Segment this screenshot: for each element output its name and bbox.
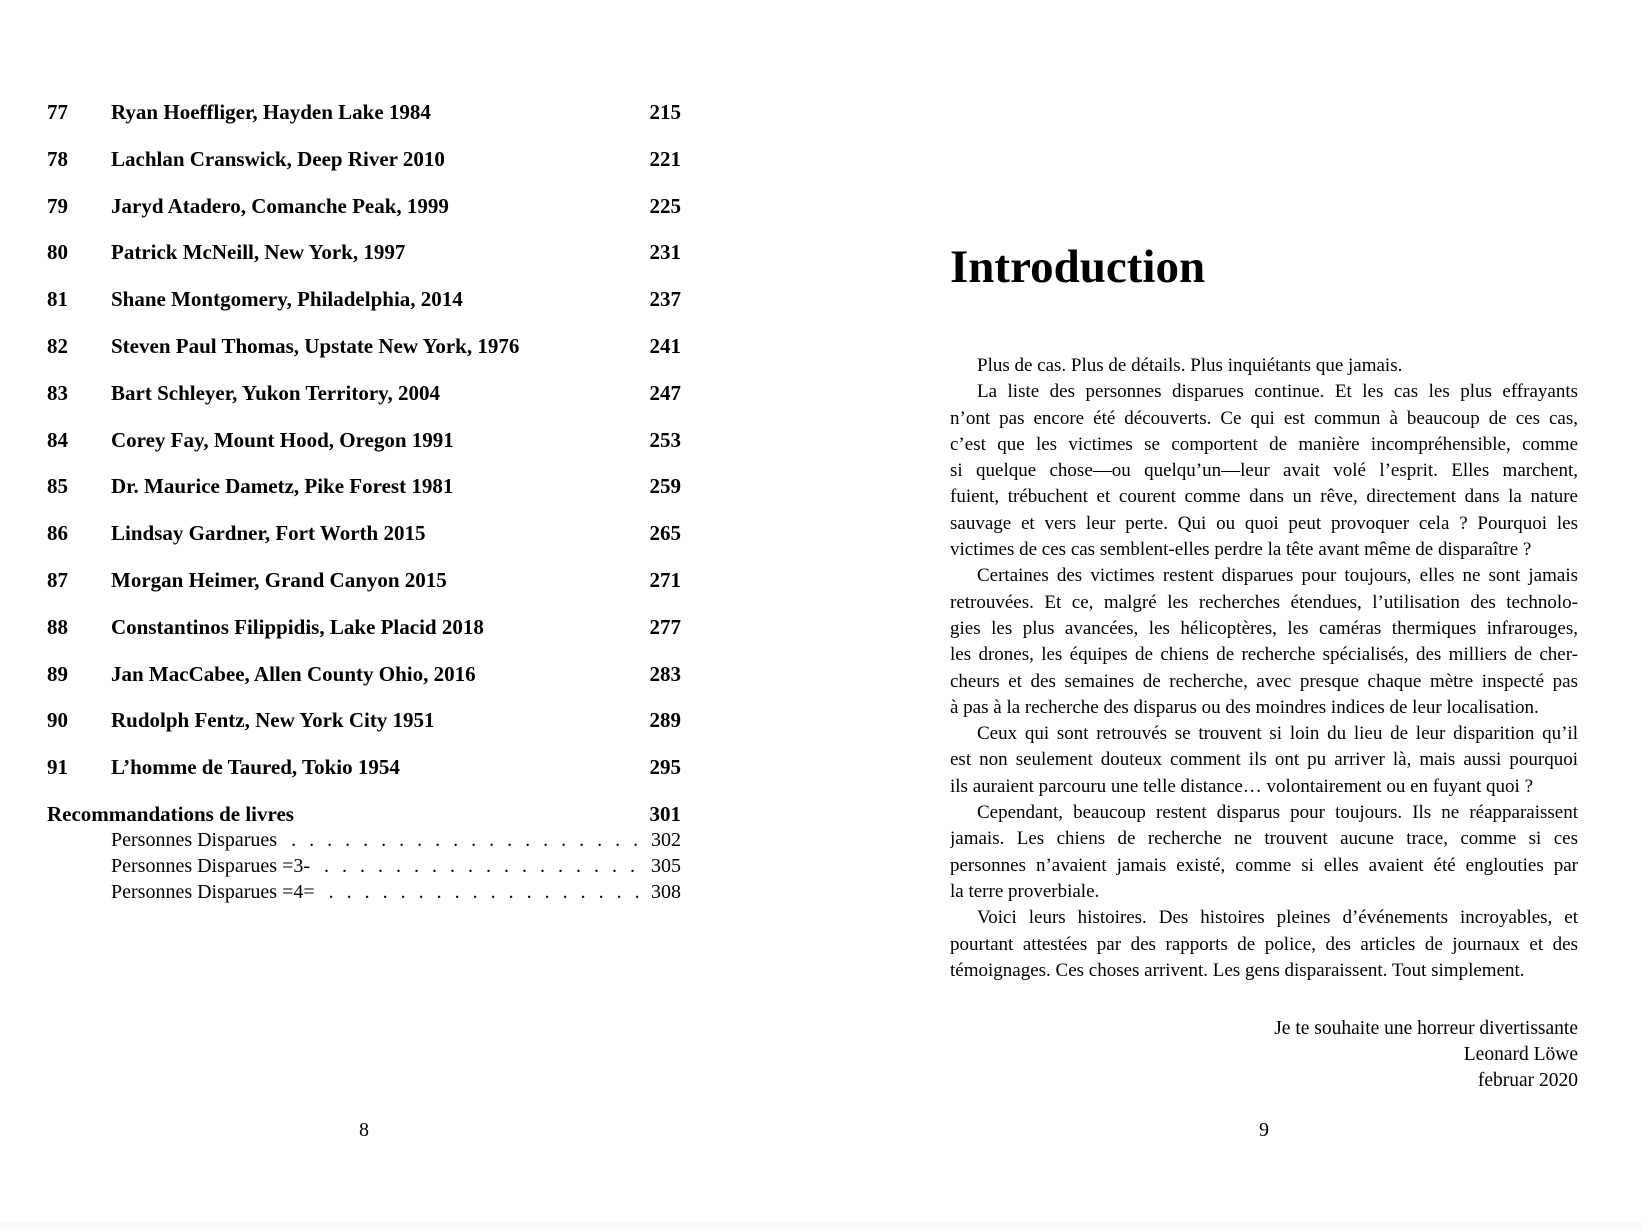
recommendations-row[interactable]	[47, 804, 681, 830]
toc-entry-number: 84	[47, 427, 68, 452]
closing-line: februar 2020	[1477, 1070, 1578, 1091]
body-line: c’est que les victimes se comportent de manière incompréhensible, comme	[950, 433, 1578, 455]
body-line: cheurs et des semaines de recherche, avec presque chaque mètre inspecté pas	[950, 670, 1578, 692]
toc-entry-title: L’homme de Taured, Tokio 1954	[111, 755, 400, 780]
toc-entry-number: 87	[47, 567, 68, 592]
recommendations-title: Recommandations de livres	[47, 802, 294, 826]
toc-entry-title: Jan MacCabee, Allen County Ohio, 2016	[111, 661, 476, 686]
page-number-right: 9	[1259, 1119, 1269, 1141]
body-line: à pas à la recherche des disparus ou des moindres indices de leur localisation.	[950, 696, 1539, 718]
body-line: victimes de ces cas semblent-elles perdre la tête avant même de disparaître ?	[950, 539, 1532, 561]
closing-line: Je te souhaite une horreur divertissante	[1274, 1018, 1578, 1039]
toc-entry-number: 90	[47, 708, 68, 733]
toc-list	[47, 102, 681, 804]
toc-entry-row[interactable]	[47, 427, 681, 477]
toc-subentry-page: 305	[651, 855, 681, 877]
toc-entry-row[interactable]	[47, 242, 681, 289]
toc-entry-number: 85	[47, 474, 68, 499]
body-line: est non seulement douteux comment ils ont pu arriver là, mais aussi pourquoi	[950, 749, 1578, 771]
body-line: Cependant, beaucoup restent disparus pour toujours. Ils ne réapparaissent	[977, 802, 1578, 824]
body-line: fuient, trébuchent et courent comme dans un rêve, directement dans la nature	[950, 486, 1578, 508]
toc-entry-number: 81	[47, 287, 68, 312]
toc-subentry-title: Personnes Disparues =4=	[111, 881, 315, 903]
toc-subentry-page: 302	[651, 829, 681, 851]
toc-entry-row[interactable]	[47, 614, 681, 664]
toc-entry-page: 215	[649, 100, 681, 124]
toc-entry-row[interactable]	[47, 333, 681, 383]
toc-subentry-row[interactable]	[47, 830, 681, 856]
toc-entry-row[interactable]	[47, 102, 681, 149]
toc-entry-page: 265	[649, 521, 681, 546]
toc-subentry-row[interactable]	[47, 882, 681, 908]
page-number-left: 8	[359, 1119, 369, 1141]
toc-entry-title: Shane Montgomery, Philadelphia, 2014	[111, 287, 463, 312]
body-text	[950, 353, 1578, 984]
toc-entry-title: Jaryd Atadero, Comanche Peak, 1999	[111, 193, 449, 218]
toc-entry-page: 253	[649, 427, 681, 452]
body-line: témoignages. Ces choses arrivent. Les gens disparaissent. Tout simplement.	[950, 959, 1525, 981]
toc-entry-title: Lindsay Gardner, Fort Worth 2015	[111, 521, 426, 546]
toc-subentry-title: Personnes Disparues =3-	[111, 855, 311, 877]
closing-block	[950, 1016, 1578, 1094]
toc-entry-number: 86	[47, 521, 68, 546]
body-line: les drones, les équipes de chiens de recherche spécialisés, des milliers de cher-	[950, 644, 1578, 666]
body-line: jamais. Les chiens de recherche ne trouvent aucune trace, comme si ces	[950, 828, 1578, 850]
body-line: retrouvées. Et ce, malgré les recherches étendues, l’utilisation des technolo-	[950, 591, 1578, 613]
toc-entry-page: 289	[649, 708, 681, 733]
toc-entry-number: 79	[47, 193, 68, 218]
toc-entry-row[interactable]	[47, 146, 681, 196]
recommendations-sublist	[47, 830, 681, 908]
dot-leader	[329, 882, 643, 902]
toc-entry-title: Corey Fay, Mount Hood, Oregon 1991	[111, 427, 454, 452]
toc-entry-page: 241	[649, 333, 681, 358]
toc-entry-title: Dr. Maurice Dametz, Pike Forest 1981	[111, 474, 454, 499]
toc-entry-row[interactable]	[47, 476, 681, 523]
toc-entry-row[interactable]	[47, 661, 681, 711]
toc-entry-title: Rudolph Fentz, New York City 1951	[111, 708, 435, 733]
toc-entry-title: Steven Paul Thomas, Upstate New York, 1976	[111, 333, 520, 358]
toc-entry-page: 259	[649, 474, 681, 499]
toc-entry-row[interactable]	[47, 193, 681, 243]
body-line: gies les plus avancées, les hélicoptères, les caméras thermiques infrarouges,	[950, 617, 1578, 639]
toc-entry-page: 221	[649, 146, 681, 171]
toc-entry-title: Morgan Heimer, Grand Canyon 2015	[111, 567, 447, 592]
toc-entry-row[interactable]	[47, 757, 681, 804]
body-line: La liste des personnes disparues continue. Et les cas les plus effrayants	[977, 381, 1578, 403]
body-line: sauvage et vers leur perte. Qui ou quoi peut provoquer cela ? Pourquoi les	[950, 512, 1578, 534]
toc-entry-title: Lachlan Cranswick, Deep River 2010	[111, 146, 445, 171]
body-line: personnes n’avaient jamais existé, comme si elles avaient été englouties par	[950, 854, 1578, 876]
body-line: Voici leurs histoires. Des histoires pleines d’événements incroyables, et	[977, 907, 1578, 929]
body-line: Ceux qui sont retrouvés se trouvent si loin du lieu de leur disparition qu’il	[977, 723, 1578, 745]
toc-entry-row[interactable]	[47, 380, 681, 430]
toc-entry-number: 77	[47, 100, 68, 124]
body-line: Plus de cas. Plus de détails. Plus inquiétants que jamais.	[977, 355, 1403, 376]
toc-entry-row[interactable]	[47, 567, 681, 617]
toc-subentry-title: Personnes Disparues	[111, 829, 278, 851]
bottom-edge-band	[0, 1222, 1643, 1231]
closing-line: Leonard Löwe	[1463, 1044, 1578, 1065]
recommendations-section	[47, 804, 681, 908]
chapter-title: Introduction	[950, 241, 1206, 293]
toc-entry-title: Bart Schleyer, Yukon Territory, 2004	[111, 380, 441, 405]
body-line: si quelque chose—ou quelqu’un—leur avait volé l’esprit. Elles marchent,	[950, 460, 1578, 482]
body-line: ils auraient parcouru une telle distance… volontairement ou en fuyant quoi ?	[950, 775, 1533, 797]
toc-entry-number: 83	[47, 380, 68, 405]
body-line: Certaines des victimes restent disparues pour toujours, elles ne sont jamais	[977, 565, 1578, 587]
recommendations-page: 301	[649, 802, 681, 826]
toc-entry-number: 82	[47, 333, 68, 358]
toc-entry-number: 78	[47, 146, 68, 171]
toc-entry-title: Patrick McNeill, New York, 1997	[111, 240, 406, 265]
toc-entry-number: 91	[47, 755, 68, 780]
body-line: n’ont pas encore été découverts. Ce qui est commun à beaucoup de ces cas,	[950, 407, 1578, 429]
body-line: la terre proverbiale.	[950, 880, 1100, 902]
toc-entry-page: 271	[649, 567, 681, 592]
toc-entry-page: 237	[649, 287, 681, 312]
toc-entry-row[interactable]	[47, 710, 681, 757]
toc-entry-page: 295	[649, 755, 681, 780]
toc-entry-number: 89	[47, 661, 68, 686]
dot-leader	[291, 830, 643, 850]
toc-entry-row[interactable]	[47, 523, 681, 570]
toc-entry-page: 247	[649, 380, 681, 405]
body-line: pourtant attestées par des rapports de police, des articles de journaux et des	[950, 933, 1578, 955]
toc-entry-row[interactable]	[47, 289, 681, 336]
toc-entry-title: Constantinos Filippidis, Lake Placid 2018	[111, 614, 484, 639]
toc-entry-page: 277	[649, 614, 681, 639]
toc-subentry-page: 308	[651, 881, 681, 903]
toc-entry-title: Ryan Hoeffliger, Hayden Lake 1984	[111, 100, 431, 124]
toc-subentry-row[interactable]	[47, 856, 681, 882]
toc-entry-number: 80	[47, 240, 68, 265]
toc-entry-page: 231	[649, 240, 681, 265]
toc-entry-page: 283	[649, 661, 681, 686]
left-page	[0, 0, 821, 1231]
dot-leader	[324, 856, 643, 876]
toc-entry-page: 225	[649, 193, 681, 218]
toc-entry-number: 88	[47, 614, 68, 639]
